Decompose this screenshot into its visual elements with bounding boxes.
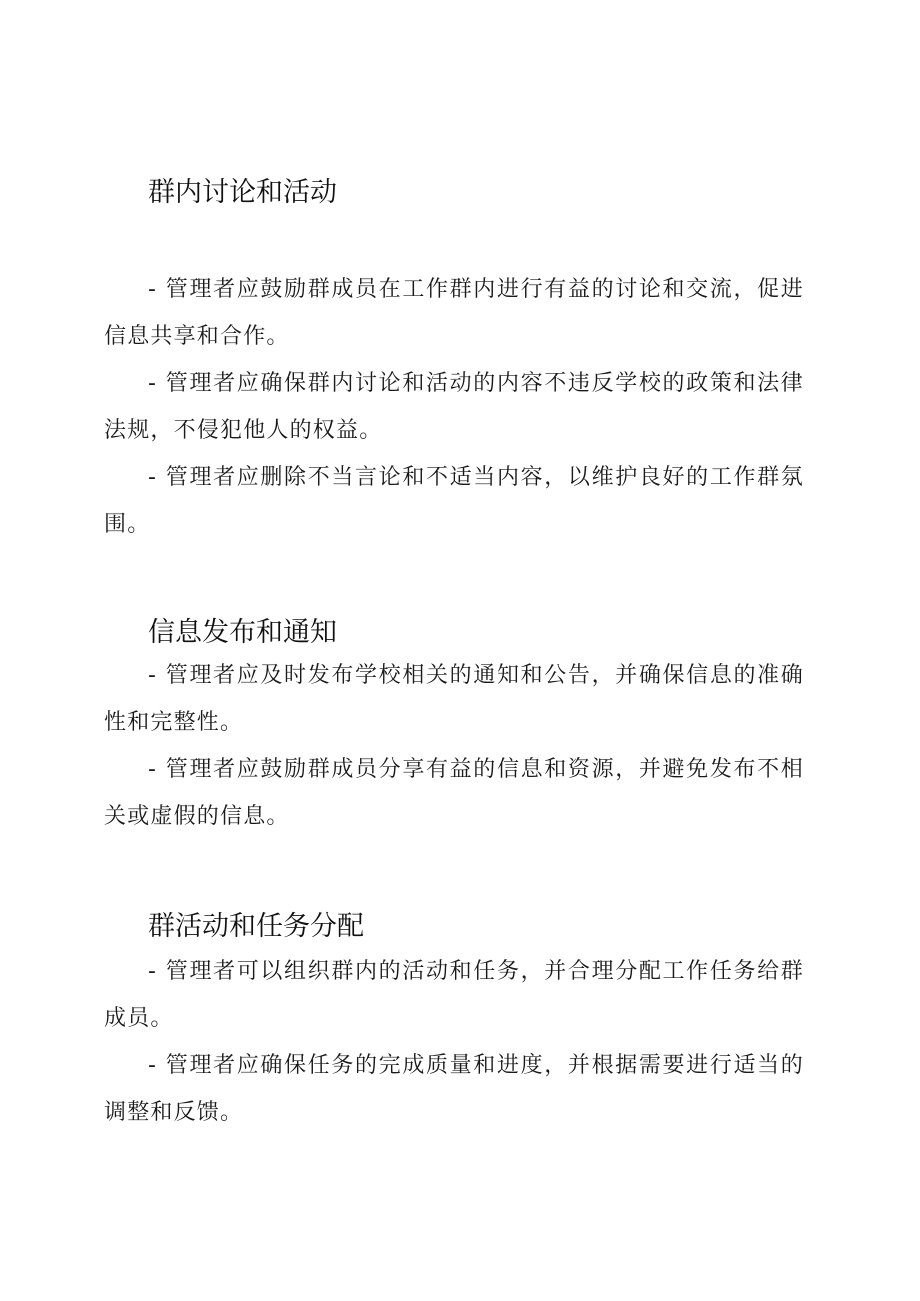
section-title: 群活动和任务分配 <box>148 911 364 942</box>
section-title: 群内讨论和活动 <box>148 177 337 208</box>
paragraph: - 管理者应鼓励群成员在工作群内进行有益的讨论和交流，促进信息共享和合作。 <box>104 277 804 349</box>
section-title: 信息发布和通知 <box>148 617 337 648</box>
paragraph: - 管理者可以组织群内的活动和任务，并合理分配工作任务给群成员。 <box>104 959 804 1031</box>
paragraph: - 管理者应及时发布学校相关的通知和公告，并确保信息的准确性和完整性。 <box>104 663 804 735</box>
paragraph: - 管理者应确保任务的完成质量和进度，并根据需要进行适当的调整和反馈。 <box>104 1053 804 1125</box>
paragraph: - 管理者应删除不当言论和不适当内容，以维护良好的工作群氛围。 <box>104 465 804 537</box>
paragraph: - 管理者应确保群内讨论和活动的内容不违反学校的政策和法律法规，不侵犯他人的权益。 <box>104 371 804 443</box>
paragraph: - 管理者应鼓励群成员分享有益的信息和资源，并避免发布不相关或虚假的信息。 <box>104 757 804 829</box>
